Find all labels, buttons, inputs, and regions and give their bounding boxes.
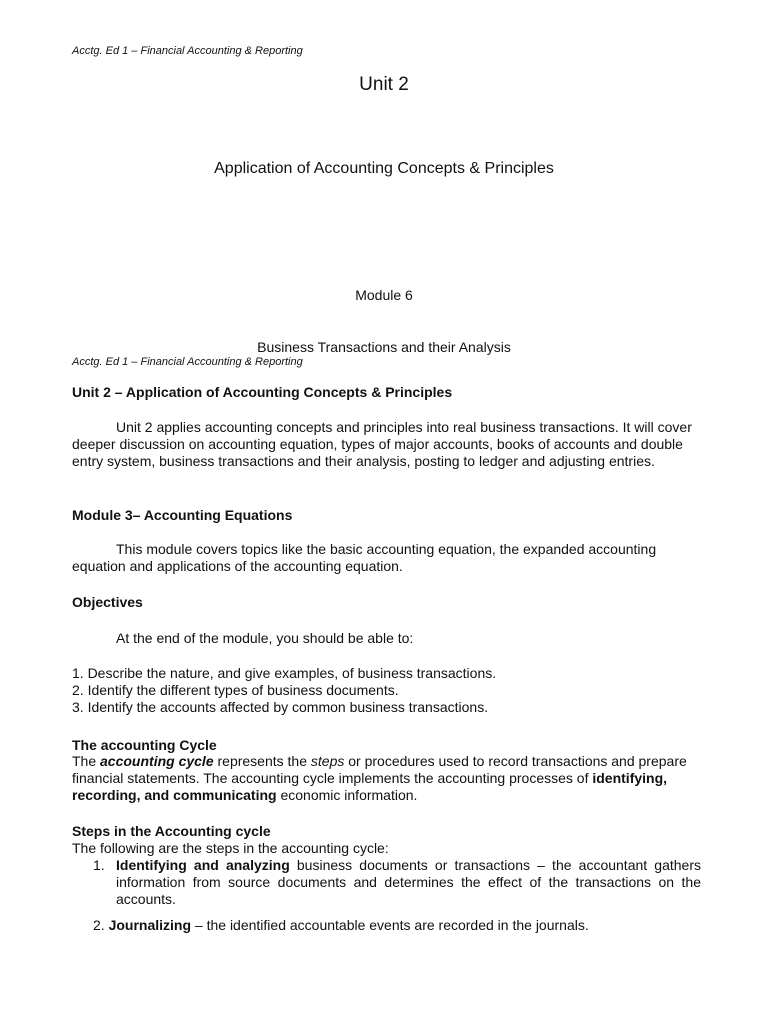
objectives-heading: Objectives bbox=[72, 594, 143, 610]
module-heading: Module 3– Accounting Equations bbox=[72, 507, 293, 523]
step-number: 1. bbox=[93, 857, 105, 873]
running-header: Acctg. Ed 1 – Financial Accounting & Reporting bbox=[72, 45, 303, 57]
intro-paragraph: Unit 2 applies accounting concepts and principles into real business transactions. It will cover deeper discussion on accounting equation, types of major accounts, books of accounts and double entry system, business transactions and their analysis, posting to ledger and adjusting entries. bbox=[72, 419, 692, 469]
steps-intro: The following are the steps in the accounting cycle: bbox=[72, 840, 389, 856]
module-subtitle: Business Transactions and their Analysis bbox=[257, 339, 511, 355]
term-steps: steps bbox=[310, 753, 345, 769]
section-title: Unit 2 – Application of Accounting Concepts & Principles bbox=[72, 384, 453, 400]
unit-title: Unit 2 bbox=[359, 74, 409, 95]
term-accounting-cycle: accounting cycle bbox=[100, 753, 214, 769]
running-header-2: Acctg. Ed 1 – Financial Accounting & Reporting bbox=[72, 356, 303, 368]
module-intro: This module covers topics like the basic accounting equation, the expanded accounting equation and applications of the accounting equation. bbox=[72, 541, 657, 574]
objective-item: 2. Identify the different types of business documents. bbox=[72, 682, 399, 698]
step-item-1: 1. Identifying and analyzing business documents or transactions – the accountant gathers information from source documents and determines the effect of the transactions on the accounts. bbox=[93, 857, 702, 907]
objective-item: 1. Describe the nature, and give examples, of business transactions. bbox=[72, 665, 497, 681]
module-label: Module 6 bbox=[355, 287, 413, 303]
cycle-paragraph: The accounting cycle represents the steps or procedures used to record transactions and prepare financial statements. The accounting cycle implements the accounting processes of identifying, recording, and communicating economic information. bbox=[72, 753, 687, 803]
objective-item: 3. Identify the accounts affected by common business transactions. bbox=[72, 699, 489, 715]
objectives-list bbox=[72, 665, 700, 716]
objectives-intro: At the end of the module, you should be able to: bbox=[116, 630, 414, 646]
steps-heading: Steps in the Accounting cycle bbox=[72, 823, 271, 839]
unit-subtitle: Application of Accounting Concepts & Principles bbox=[214, 160, 554, 177]
cycle-heading: The accounting Cycle bbox=[72, 737, 217, 753]
term-processes: identifying, recording, and communicating bbox=[72, 770, 668, 803]
step-item-2: 2. Journalizing – the identified accountable events are recorded in the journals. bbox=[93, 917, 589, 933]
step-number: 2. bbox=[93, 917, 105, 933]
